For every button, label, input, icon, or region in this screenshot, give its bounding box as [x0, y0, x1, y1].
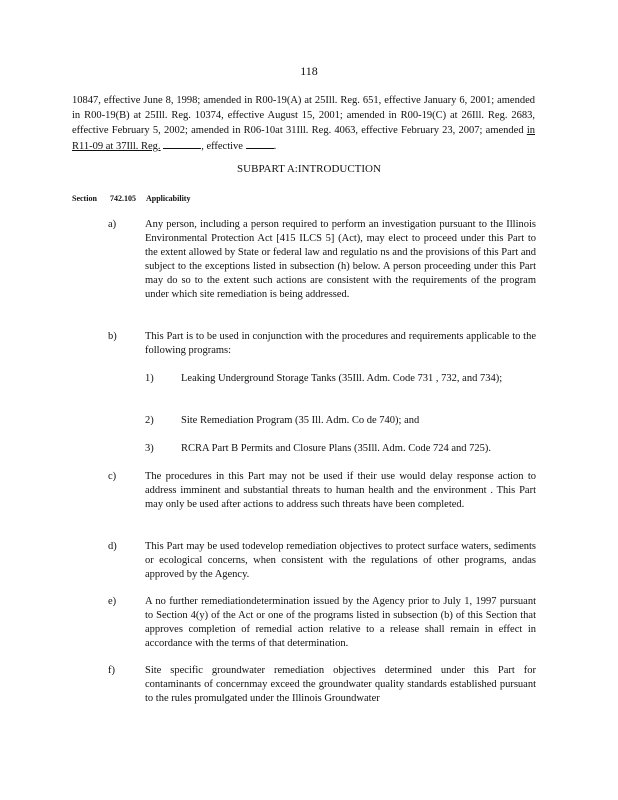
history-note	[72, 93, 535, 154]
blank-line	[163, 138, 201, 149]
sub-item-marker: 1)	[145, 373, 154, 384]
sub-list-item	[145, 414, 536, 428]
history-text: 10847, effective June 8, 1998; amended in R00-19(A) at 25Ill. Reg. 651, effective January 6, 2001; amended in R00-19(B) at 25Ill. Reg. 10374, effective August 15, 2001; amended in R00-19(C) at 26Ill. Reg. 2683, effective February 5, 2002; amended in R06-10at 31Ill. Reg. 4063, effective February 23, 2007; amended	[72, 95, 535, 136]
list-item	[108, 595, 536, 651]
sub-item-marker: 2)	[145, 415, 154, 426]
section-word: Section	[72, 194, 97, 203]
history-underlined-text: in R11-09 at 37Ill. Reg.	[72, 125, 535, 152]
section-heading	[72, 194, 190, 203]
item-marker: d)	[108, 541, 117, 552]
section-title: Applicability	[146, 194, 191, 203]
item-text: This Part is to be used in conjunction with the procedures and requirements applicable to the following programs:	[145, 331, 536, 356]
item-marker: a)	[108, 219, 117, 230]
sub-item-text: RCRA Part B Permits and Closure Plans (35Ill. Adm. Code 724 and 725).	[181, 443, 492, 454]
subpart-title: SUBPART A:INTRODUCTION	[237, 163, 381, 175]
list-item	[108, 664, 536, 706]
sub-list-item	[145, 442, 536, 456]
history-effective-text: , effective	[201, 141, 243, 152]
item-text: Any person, including a person required to perform an investigation pursuant to the Illinois Environmental Protection Act [415 ILCS 5] (Act), may elect to proceed under this Part to the extent allowed by State or federal law and regulatio ns and the provisions of this Part and subject to the exceptions listed in subsection (h) below. A person proceeding under this Part may do so to the extent such actions are consistent with the requirements of the program under which site remediation is being addressed.	[145, 219, 536, 300]
section-number: 742.105	[110, 194, 136, 203]
sub-list-item	[145, 372, 536, 386]
item-text: A no further remediationdetermination issued by the Agency prior to July 1, 1997 pursuant to Section 4(y) of the Act or one of the programs listed in subsection (b) of this Section that approves completion of remedial action relative to a release shall remain in effect in accordance with the terms of that determination.	[145, 596, 536, 649]
item-text: Site specific groundwater remediation objectives determined under this Part for contaminants of concernmay exceed the groundwater quality standards established pursuant to the rules promulgated under the Illinois Groundwater	[145, 665, 536, 704]
item-marker: c)	[108, 471, 117, 482]
page-number: 118	[300, 64, 318, 78]
history-end-text: .	[273, 141, 277, 152]
sub-item-text: Site Remediation Program (35 Ill. Adm. Co de 740); and	[181, 415, 420, 426]
sub-item-text: Leaking Underground Storage Tanks (35Ill. Adm. Code 731 , 732, and 734);	[181, 373, 503, 384]
list-item	[108, 218, 536, 302]
item-marker: e)	[108, 596, 117, 607]
sub-item-marker: 3)	[145, 443, 154, 454]
item-text: The procedures in this Part may not be used if their use would delay response action to address imminent and substantial threats to human health and the environment . This Part may only be used after actions to address such threats have been completed.	[145, 471, 536, 510]
list-item	[108, 330, 536, 358]
item-text: This Part may be used todevelop remediation objectives to protect surface waters, sediments or ecological concerns, when consistent with the regulations of other programs, andas approved by the Agency.	[145, 541, 536, 580]
blank-line	[246, 138, 274, 149]
list-item	[108, 540, 536, 582]
item-marker: b)	[108, 331, 117, 342]
list-item	[108, 470, 536, 512]
item-marker: f)	[108, 665, 115, 676]
